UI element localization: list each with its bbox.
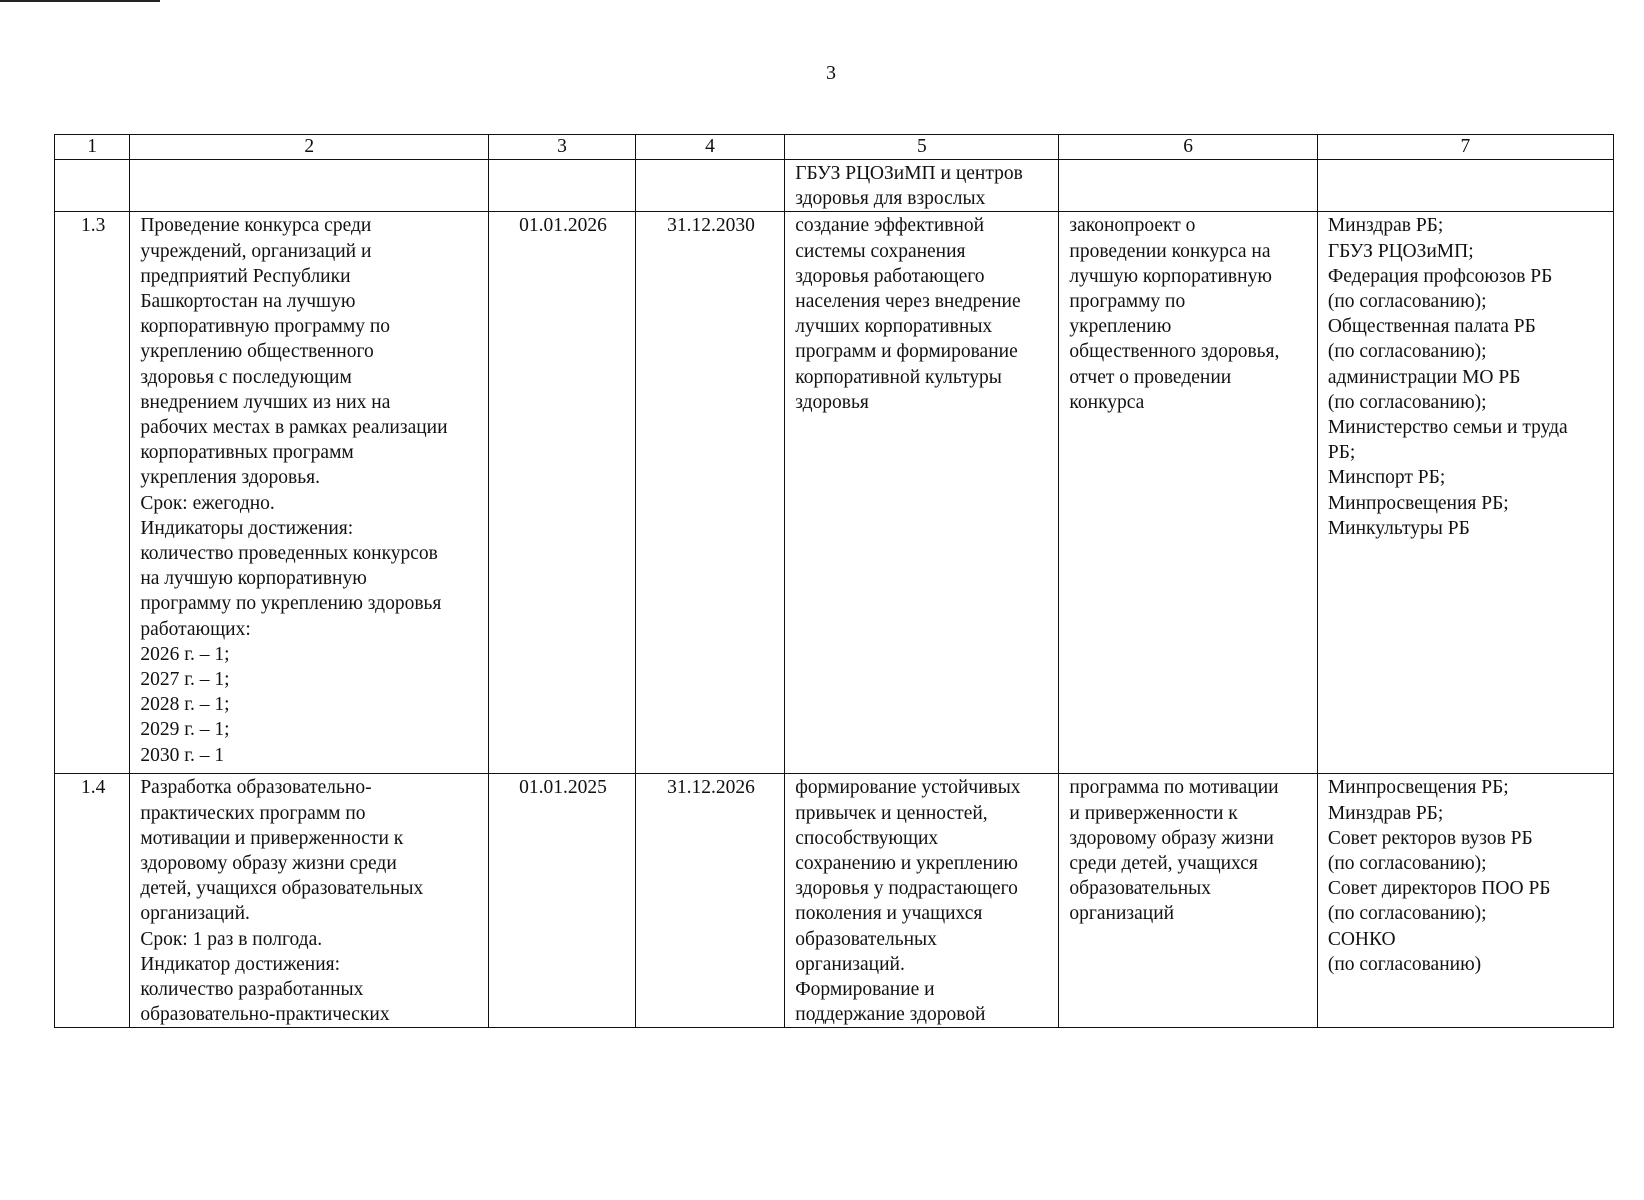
empty-cell xyxy=(1059,160,1317,212)
control-document: законопроект о проведении конкурса на лучшую корпоративную программу по укреплению общественного здоровья, отчет о проведении конкурса xyxy=(1059,212,1317,774)
control-document: программа по мотивации и приверженности к здоровому образу жизни среди детей, учащихся образовательных организаций xyxy=(1059,774,1317,1028)
start-date: 01.01.2025 xyxy=(489,774,635,1028)
row-number: 1.3 xyxy=(55,212,130,774)
expected-result: формирование устойчивых привычек и ценностей, способствующих сохранению и укреплению здоровья у подрастающего поколения и учащихся образовательных организаций. Формирование и поддержание здоровой xyxy=(785,774,1059,1028)
expected-result: создание эффективной системы сохранения здоровья работающего населения через внедрение лучших корпоративных программ и формирование корпоративной культуры здоровья xyxy=(785,212,1059,774)
empty-cell xyxy=(55,160,130,212)
empty-cell xyxy=(635,160,785,212)
continuation-row xyxy=(55,160,1614,212)
activity-description: Разработка образовательно- практических программ по мотивации и приверженности к здоровому образу жизни среди детей, учащихся образовательных организаций. Срок: 1 раз в полгода. Индикатор достижения: количество разработанных образовательно-практических xyxy=(130,774,489,1028)
activity-description: Проведение конкурса среди учреждений, организаций и предприятий Республики Башкортостан на лучшую корпоративную программу по укреплению общественного здоровья с последующим внедрением лучших из них на рабочих местах в рамках реализации корпоративных программ укрепления здоровья. Срок: ежегодно. Индикаторы достижения: количество проведенных конкурсов на лучшую корпоративную программу по укреплению здоровья работающих: 2026 г. – 1; 2027 г. – 1; 2028 г. – 1; 2029 г. – 1; 2030 г. – 1 xyxy=(130,212,489,774)
result-cell: ГБУЗ РЦОЗиМП и центров здоровья для взрослых xyxy=(785,160,1059,212)
column-number: 5 xyxy=(785,135,1059,160)
table-row xyxy=(55,774,1614,1028)
end-date: 31.12.2030 xyxy=(635,212,785,774)
column-number: 1 xyxy=(55,135,130,160)
column-number: 6 xyxy=(1059,135,1317,160)
empty-cell xyxy=(130,160,489,212)
empty-cell xyxy=(489,160,635,212)
column-number: 3 xyxy=(489,135,635,160)
column-number: 4 xyxy=(635,135,785,160)
executors: Минпросвещения РБ; Минздрав РБ; Совет ректоров вузов РБ (по согласованию); Совет директоров ПОО РБ (по согласованию); СОНКО (по согласованию) xyxy=(1317,774,1613,1028)
row-number: 1.4 xyxy=(55,774,130,1028)
executors: Минздрав РБ; ГБУЗ РЦОЗиМП; Федерация профсоюзов РБ (по согласованию); Общественная палата РБ (по согласованию); администрации МО РБ (по согласованию); Министерство семьи и труда РБ; Минспорт РБ; Минпросвещения РБ; Минкультуры РБ xyxy=(1317,212,1613,774)
plan-table xyxy=(54,134,1614,1028)
column-number: 7 xyxy=(1317,135,1613,160)
table-row xyxy=(55,212,1614,774)
scan-edge-line xyxy=(0,0,160,2)
page-number: 3 xyxy=(826,62,836,84)
end-date: 31.12.2026 xyxy=(635,774,785,1028)
column-number-row xyxy=(55,135,1614,160)
column-number: 2 xyxy=(130,135,489,160)
empty-cell xyxy=(1317,160,1613,212)
start-date: 01.01.2026 xyxy=(489,212,635,774)
